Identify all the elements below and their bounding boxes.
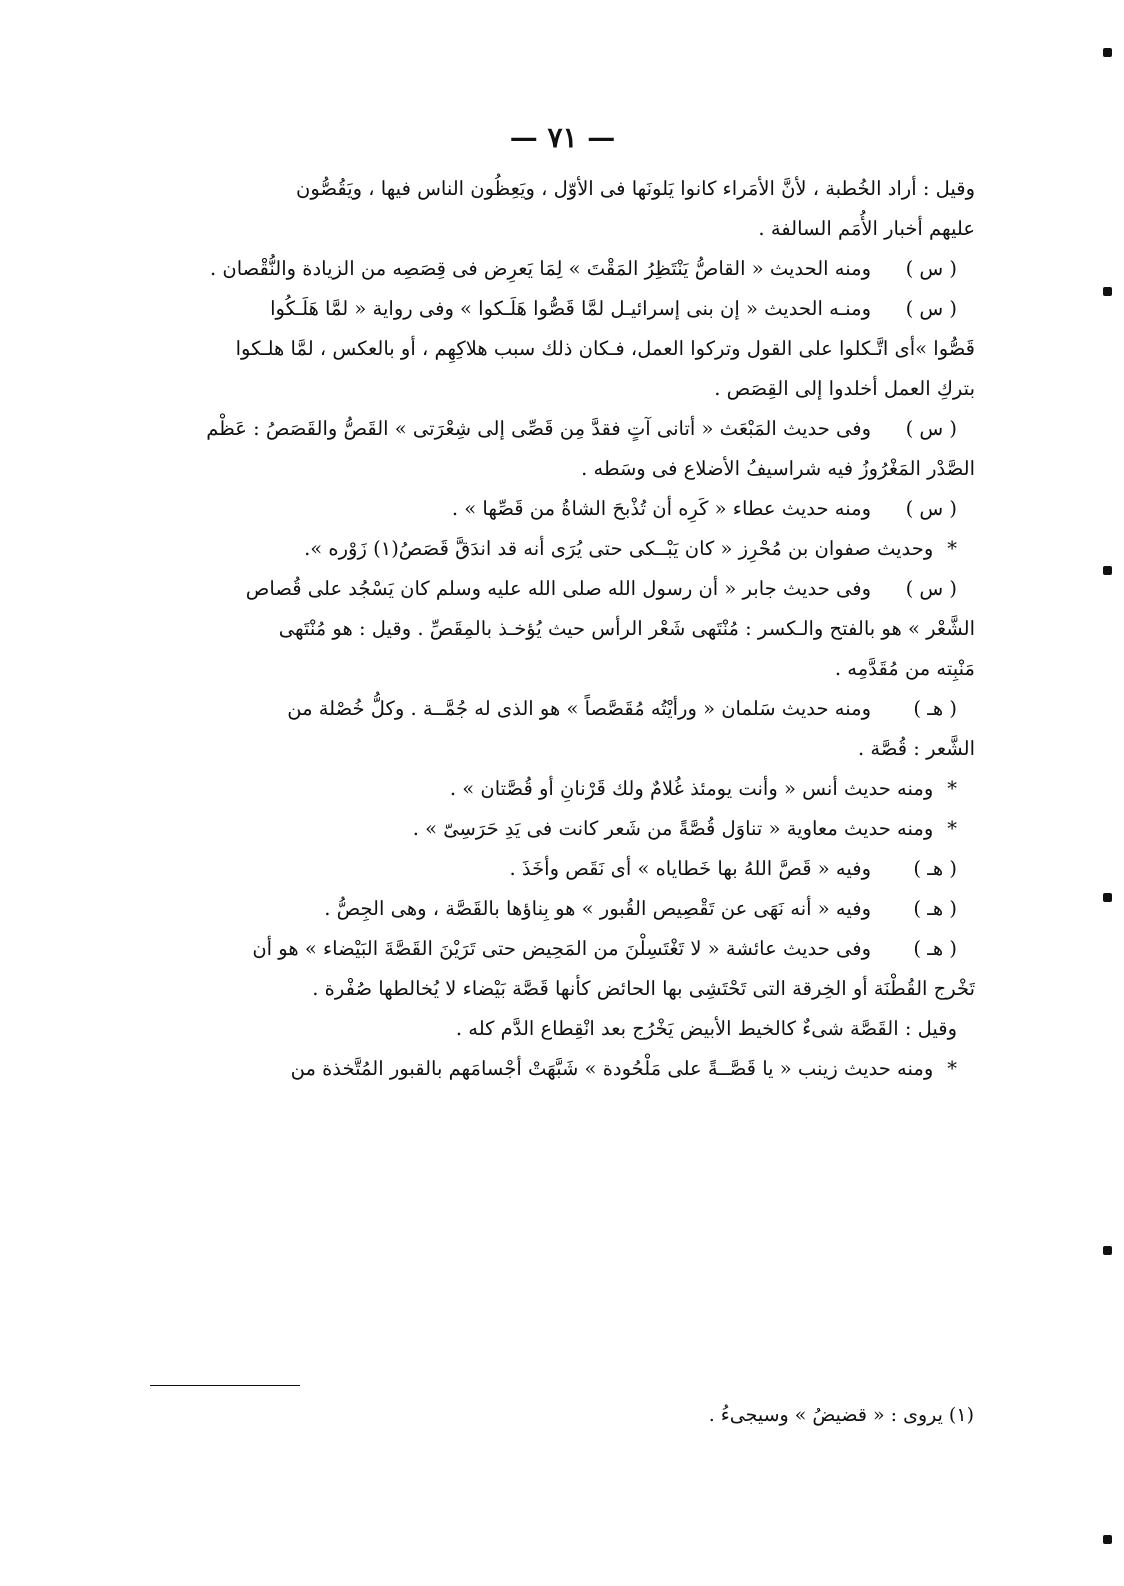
source-marker-ha: ( هـ ) (913, 937, 957, 960)
scan-edge-mark (1103, 566, 1112, 575)
entry-text: وحديث صفوان بن مُحْرِز « كان يَبْــكى حتى يُرَى أنه قد اندَقَّ قَصَصُ(١) زَوْره ». (304, 537, 934, 560)
star-marker: * (947, 777, 957, 800)
entry-text: ومنه الحديث « القاصُّ يَنْتَظِرُ المَقْتَ » لِمَا يَعرِض فى قِصَصِه من الزيادة والنُّقْصان . (209, 257, 871, 280)
footnote-divider (150, 1385, 300, 1386)
footnote: (١) يروى : « قضيضُ » وسيجىءُ . (708, 1404, 974, 1426)
star-marker: * (947, 537, 957, 560)
entry-line (150, 289, 975, 329)
scan-edge-mark (1103, 1246, 1112, 1255)
entry-text: وفى حديث المَبْعَث « أتانى آتٍ فقدَّ مِن قَصِّى إلى شِعْرَتى » القَصُّ والقَصَصُ : عَظْم (206, 417, 871, 440)
entry-line (150, 689, 975, 729)
entry-text: وفيه « أنه نَهَى عن تَقْصِيص القُبور » هو بِناؤها بالقَصَّة ، وهى الجِصُّ . (324, 897, 871, 920)
entry-text: وفيه « قَصَّ اللهُ بها خَطاياه » أى نَقَص وأخَذَ . (509, 857, 871, 880)
entry-line (150, 409, 975, 449)
text-line-12: الشَّعْر » هو بالفتح والـكسر : مُنْتَهى شَعْر الرأس حيث يُؤخـذ بالمِقَصِّ . وقيل : هو مُنْتَهى (278, 617, 975, 640)
scan-edge-mark (1103, 48, 1112, 57)
source-marker-sin: ( س ) (905, 257, 957, 280)
entry-line (150, 929, 975, 969)
text-line-15: الشَّعر : قُصَّة . (858, 737, 975, 760)
entry-text: ومنه حديث سَلمان « ورأيْتُه مُقَصَّصاً » هو الذى له جُمَّــة . وكلُّ خُصْلة من (287, 697, 871, 720)
text-line-22: وقيل : القَصَّة شىءٌ كالخيط الأبيض يَخْرُج بعد انْقِطاع الدَّم كله . (455, 1017, 957, 1040)
star-marker: * (947, 817, 957, 840)
source-marker-ha: ( هـ ) (913, 897, 957, 920)
entry-line (150, 849, 975, 889)
entry-text: ومنه حديث أنس « وأنت يومئذ غُلامٌ ولك قَرْنانِ أو قُصَّتان » . (449, 777, 934, 800)
source-marker-sin: ( س ) (905, 577, 957, 600)
source-marker-ha: ( هـ ) (913, 697, 957, 720)
entry-text: وفى حديث عائشة « لا تَغْتَسِلْنَ من المَحِيض حتى تَرَيْنَ القَصَّةَ البَيْضاء » هو أن (252, 937, 871, 960)
text-line-1: وقيل : أراد الخُطبة ، لأنَّ الأمَراء كانوا يَلونَها فى الأوّل ، ويَعِظُون الناس فيها ، ويَقُصُّون (296, 177, 975, 200)
source-marker-sin: ( س ) (905, 417, 957, 440)
entry-text: ومنه حديث زينب « يا قَصَّــةً على مَلْحُودة » شَبَّهَتْ أجْسامَهم بالقبور المُتَّخذة من (290, 1057, 934, 1080)
entry-text: ومنه حديث معاوية « تناوَل قُصَّةً من شَعر كانت فى يَدِ حَرَسِىّ » . (412, 817, 934, 840)
entry-line (150, 1049, 975, 1089)
entry-line (150, 529, 975, 569)
entry-line (150, 889, 975, 929)
entry-text: ومنه حديث عطاء « كَرِه أن تُذْبحَ الشاةُ من قَصِّها » . (451, 497, 871, 520)
text-line-2: عليهم أخبار الأُمَم السالفة . (758, 217, 975, 240)
entry-line (150, 569, 975, 609)
text-line-13: مَنْبِته من مُقَدَّمِه . (834, 657, 975, 680)
source-marker-sin: ( س ) (905, 297, 957, 320)
entry-line (150, 489, 975, 529)
page-body (150, 115, 975, 1455)
source-marker-ha: ( هـ ) (913, 857, 957, 880)
text-line-6: بتركِ العمل أخلدوا إلى القِصَص . (714, 377, 975, 400)
entry-line (150, 809, 975, 849)
scan-edge-mark (1103, 1535, 1112, 1544)
scan-edge-mark (1103, 287, 1112, 296)
source-marker-sin: ( س ) (905, 497, 957, 520)
scan-edge-mark (1103, 893, 1112, 902)
text-line-21: تَخْرج القُطْنَة أو الخِرقة التى تَحْتَشِى بها الحائض كأنها قَصَّة بَيْضاء لا يُخالطها صُفْرة . (312, 977, 975, 1000)
page-number: — ٧١ — (509, 121, 616, 154)
star-marker: * (947, 1057, 957, 1080)
text-line-8: الصَّدْر المَغْرُوزُ فيه شراسيفُ الأضلاع فى وسَطه . (581, 457, 975, 480)
entry-line (150, 249, 975, 289)
text-line-5: قَصُّوا »أى اتَّـكلوا على القول وتركوا العمل، فـكان ذلك سبب هلاكِهِم ، أو بالعكس ، لمَّا هلـكوا (235, 337, 975, 360)
entry-text: ومنـه الحديث « إن بنى إسرائيـل لمَّا قَصُّوا هَلَـكوا » وفى رواية « لمَّا هَلَـكُوا (270, 297, 871, 320)
entry-text: وفى حديث جابر « أن رسول الله صلى الله عليه وسلم كان يَسْجُد على قُصاص (245, 577, 871, 600)
entry-line (150, 769, 975, 809)
